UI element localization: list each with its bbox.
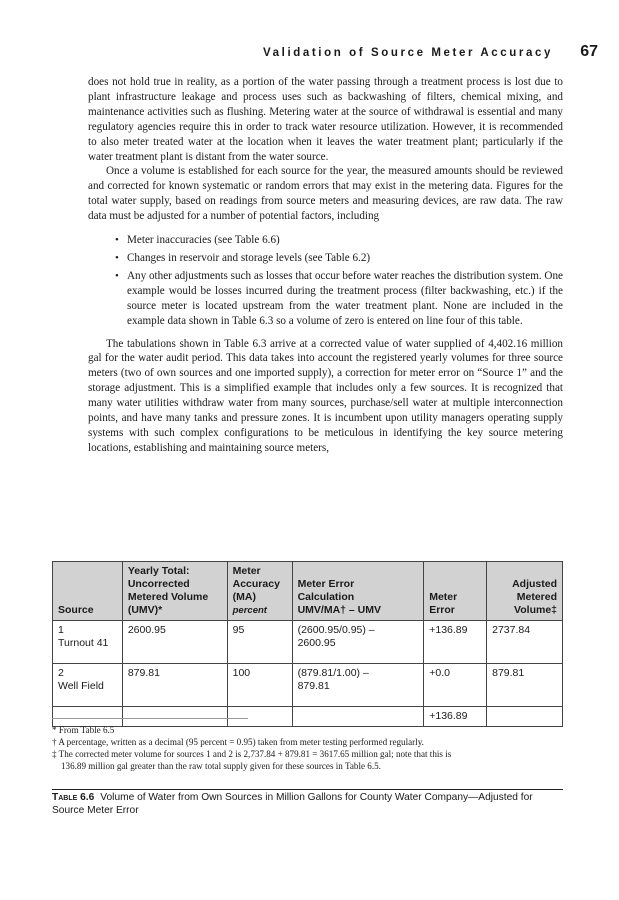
paragraph-1: does not hold true in reality, as a portion of the water passing through a treatment process is lost due to plant infrastructure leakage and process uses such as backwashing of filters, chemical mixing, and maintenance activities such as flushing. Metering water at the source of withdrawal is essential and many regulatory agencies require this in order to track water resource utilization. However, it is recommended to also meter treated water at the location when it leaves the water treatment plant; particularly if the water treatment plant is distant from the water source. — [88, 76, 563, 163]
body-text — [88, 75, 563, 456]
adjustment-list — [88, 233, 563, 328]
caption-divider — [52, 789, 563, 790]
col-source: Source — [53, 562, 123, 621]
cell-total-error: +136.89 — [424, 707, 487, 727]
cell-umv: 2600.95 — [122, 621, 227, 664]
running-header — [88, 43, 601, 63]
cell-umv: 879.81 — [122, 664, 227, 707]
list-item: • Changes in reservoir and storage levels (see Table 6.2) — [127, 251, 563, 266]
table-footnotes — [52, 724, 563, 772]
page-number: 67 — [580, 43, 598, 60]
meter-error-table — [52, 561, 563, 727]
cell-ma: 95 — [227, 621, 292, 664]
header-title: Validation of Source Meter Accuracy — [263, 47, 553, 59]
cell-ma: 100 — [227, 664, 292, 707]
table-caption — [52, 792, 563, 817]
table-row — [53, 621, 563, 664]
list-item: • Any other adjustments such as losses that occur before water reaches the distribution system. One example would be losses incurred during the treatment process (filter backwashing, etc.) if the source meter is located upstream from the water treatment plant. None are included in the example data shown in Table 6.3 so a volume of zero is entered on line four of this table. — [127, 269, 563, 329]
paragraph-2: Once a volume is established for each source for the year, the measured amounts should be reviewed and corrected for known systematic or random errors that may exist in the metering data. Figures for the total water supply, based on readings from source meters and measuring devices, are raw data. The raw data must be adjusted for a number of potential factors, including — [88, 165, 563, 223]
col-error-calculation: Meter Error Calculation UMV/MA† – UMV — [292, 562, 424, 621]
cell-error: +0.0 — [424, 664, 487, 707]
footnote: ‡ The corrected meter volume for sources 1 and 2 is 2,737.84 + 879.81 = 3617.65 million gal; note that this is — [52, 749, 452, 759]
cell-calc: (879.81/1.00) – 879.81 — [292, 664, 424, 707]
cell-error: +136.89 — [424, 621, 487, 664]
col-adjusted-volume: Adjusted Metered Volume‡ — [487, 562, 563, 621]
footnote: * From Table 6.5 — [52, 725, 115, 735]
cell-source: 2 Well Field — [53, 664, 123, 707]
footnote: 136.89 million gal greater than the raw total supply given for these sources in Table 6.5. — [61, 761, 381, 771]
list-item: • Meter inaccuracies (see Table 6.6) — [127, 233, 563, 248]
caption-label: Table 6.6 — [52, 792, 95, 803]
footnote: † A percentage, written as a decimal (95 percent = 0.95) taken from meter testing performed regularly. — [52, 737, 424, 747]
footnote-divider — [52, 718, 248, 719]
caption-text: Volume of Water from Own Sources in Million Gallons for County Water Company—Adjusted for Source Meter Error — [52, 792, 533, 816]
cell-adjusted: 879.81 — [487, 664, 563, 707]
cell-calc: (2600.95/0.95) – 2600.95 — [292, 621, 424, 664]
col-umv: Yearly Total: Uncorrected Metered Volume (UMV)* — [122, 562, 227, 621]
paragraph-3: The tabulations shown in Table 6.3 arrive at a corrected value of water supplied of 4,402.16 million gal for the water audit period. This data takes into account the registered yearly volumes for three source meters (two of own sources and one imported supply), a correction for meter error on “Source 1” and the storage adjustment. This is a simplified example that includes only a few sources. It is recognized that many water utilities withdraw water from many sources, purchase/sell water at multiple interconnection points, and have many tanks and pressure zones. It is incumbent upon utility managers operating supply systems with such complex configurations to be meticulous in identifying the key source metering locations, establishing and maintaining source meters, — [88, 337, 563, 454]
cell-source: 1 Turnout 41 — [53, 621, 123, 664]
cell-adjusted: 2737.84 — [487, 621, 563, 664]
col-meter-error: Meter Error — [424, 562, 487, 621]
col-meter-accuracy: Meter Accuracy (MA) percent — [227, 562, 292, 621]
table-row — [53, 664, 563, 707]
table-header-row — [53, 562, 563, 621]
